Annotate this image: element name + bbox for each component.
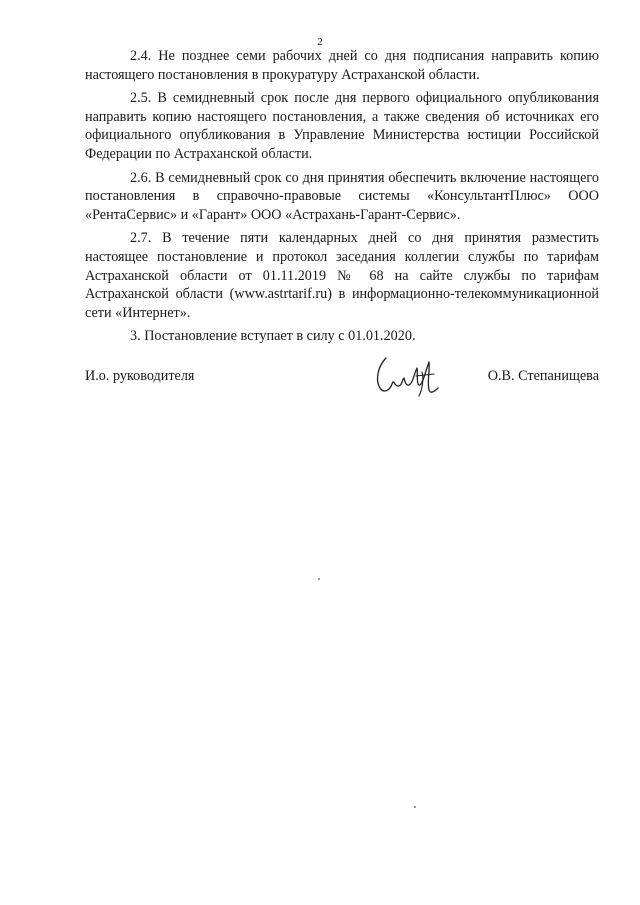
paragraph-3: 3. Постановление вступает в силу с 01.01.2020. — [130, 328, 416, 345]
paragraph-2-6: 2.6. В семидневный срок со дня принятия обеспечить включение настоящего постановления в справочно-правовые системы «КонсультантПлюс» ООО «РентаСервис» и «Гарант» ООО «Астрахань-Гарант-Сервис». — [85, 169, 599, 223]
paragraph-2-5: 2.5. В семидневный срок после дня первого официального опубликования направить копию настоящего постановления, а также сведения об источниках его официального опубликования в Управление Министерства юстиции Российской Федерации по Астраханской области. — [85, 90, 599, 162]
document-body — [85, 47, 599, 346]
signatory-name: О.В. Степанищева — [487, 368, 599, 384]
scan-speck — [414, 806, 416, 808]
handwritten-signature — [372, 352, 442, 398]
paragraph-2-7: 2.7. В течение пяти календарных дней со дня принятия разместить настоящее постановление и протокол заседания коллегии службы по тарифам Астраханской области от 01.11.2019 № 68 на сайте службы по тарифам Астраханской области (www.astrtarif.ru) в информационно-телекоммуникационной сети «Интернет». — [85, 230, 599, 321]
signatory-title: И.о. руководителя — [85, 368, 195, 384]
signature-block — [85, 368, 599, 390]
page-number: 2 — [317, 36, 323, 48]
scan-speck — [318, 578, 320, 580]
paragraph-2-4: 2.4. Не позднее семи рабочих дней со дня подписания направить копию настоящего постановления в прокуратуру Астраханской области. — [85, 48, 599, 83]
